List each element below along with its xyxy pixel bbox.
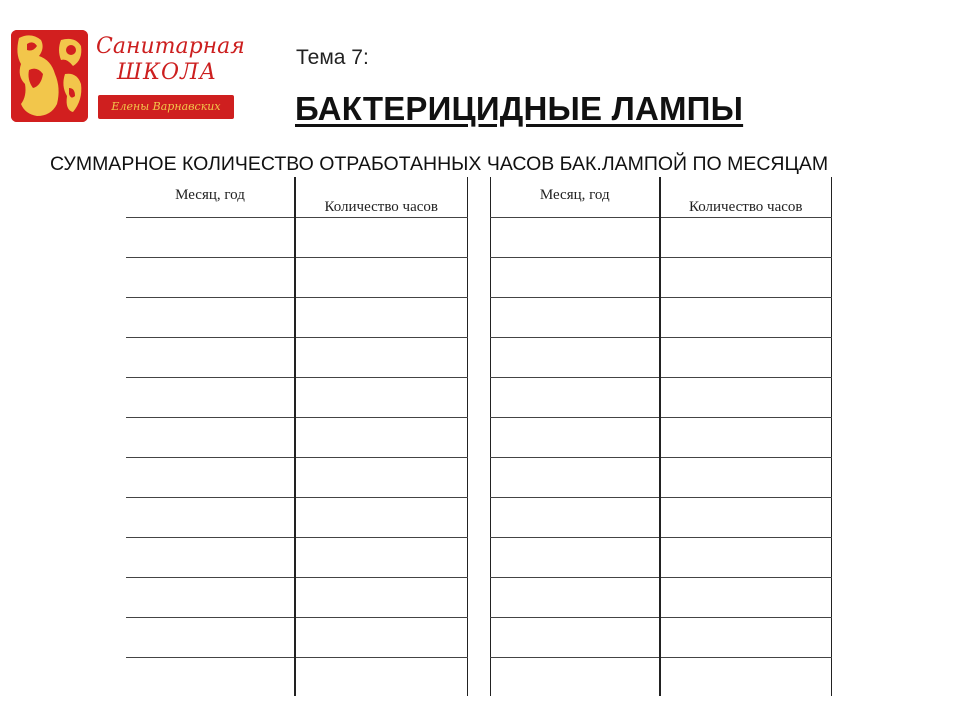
table-row xyxy=(491,458,832,498)
logo-title xyxy=(96,34,245,86)
table-row xyxy=(126,378,467,418)
hours-cell[interactable] xyxy=(660,658,832,697)
logo-emblem xyxy=(11,30,88,122)
column-header-month: Месяц, год xyxy=(126,177,295,218)
month-cell[interactable] xyxy=(491,458,660,498)
table-row xyxy=(126,658,467,697)
month-cell[interactable] xyxy=(126,658,295,697)
table-row xyxy=(126,338,467,378)
table-body xyxy=(491,218,832,697)
hours-cell[interactable] xyxy=(660,618,832,658)
hours-cell[interactable] xyxy=(295,298,467,338)
month-cell[interactable] xyxy=(491,258,660,298)
table-row xyxy=(491,418,832,458)
table-row xyxy=(126,218,467,258)
hours-cell[interactable] xyxy=(295,218,467,258)
page-subtitle: СУММАРНОЕ КОЛИЧЕСТВО ОТРАБОТАННЫХ ЧАСОВ БАК.ЛАМПОЙ ПО МЕСЯЦАМ xyxy=(50,153,829,175)
hours-log-table-right xyxy=(490,177,832,696)
table-header-row xyxy=(491,177,832,218)
hours-cell[interactable] xyxy=(660,218,832,258)
hours-cell[interactable] xyxy=(660,498,832,538)
table-row xyxy=(126,418,467,458)
hours-cell[interactable] xyxy=(295,258,467,298)
month-cell[interactable] xyxy=(126,298,295,338)
table-row xyxy=(491,258,832,298)
month-cell[interactable] xyxy=(126,338,295,378)
hours-cell[interactable] xyxy=(660,338,832,378)
month-cell[interactable] xyxy=(126,458,295,498)
month-cell[interactable] xyxy=(491,418,660,458)
table-row xyxy=(491,658,832,697)
topic-label: Тема 7: xyxy=(296,46,369,69)
table-row xyxy=(491,378,832,418)
hours-log-table-left xyxy=(126,177,468,696)
table-header-row xyxy=(126,177,467,218)
hours-cell[interactable] xyxy=(660,298,832,338)
month-cell[interactable] xyxy=(491,658,660,697)
hours-cell[interactable] xyxy=(295,338,467,378)
hours-cell[interactable] xyxy=(660,458,832,498)
month-cell[interactable] xyxy=(491,538,660,578)
hours-cell[interactable] xyxy=(295,378,467,418)
logo-title-line1: Санитарная xyxy=(96,34,245,59)
table-body xyxy=(126,218,467,697)
page-title: БАКТЕРИЦИДНЫЕ ЛАМПЫ xyxy=(295,90,744,127)
table-row xyxy=(491,618,832,658)
table-row xyxy=(491,218,832,258)
table-row xyxy=(491,298,832,338)
month-cell[interactable] xyxy=(126,498,295,538)
month-cell[interactable] xyxy=(491,578,660,618)
month-cell[interactable] xyxy=(491,298,660,338)
logo-title-line2: ШКОЛА xyxy=(116,60,218,85)
hours-cell[interactable] xyxy=(295,658,467,697)
column-header-hours: Количество часов xyxy=(660,177,832,218)
table-row xyxy=(126,618,467,658)
hours-cell[interactable] xyxy=(295,538,467,578)
hours-cell[interactable] xyxy=(295,498,467,538)
month-cell[interactable] xyxy=(126,218,295,258)
month-cell[interactable] xyxy=(491,618,660,658)
table-row xyxy=(491,498,832,538)
logo-tagline: Елены Варнавских xyxy=(98,95,234,119)
hours-cell[interactable] xyxy=(660,538,832,578)
month-cell[interactable] xyxy=(491,498,660,538)
month-cell[interactable] xyxy=(126,618,295,658)
hours-cell[interactable] xyxy=(660,258,832,298)
hours-cell[interactable] xyxy=(295,418,467,458)
table-row xyxy=(491,578,832,618)
hours-cell[interactable] xyxy=(295,578,467,618)
table-row xyxy=(126,258,467,298)
month-cell[interactable] xyxy=(126,578,295,618)
month-cell[interactable] xyxy=(126,258,295,298)
month-cell[interactable] xyxy=(126,418,295,458)
hours-cell[interactable] xyxy=(295,458,467,498)
column-header-hours: Количество часов xyxy=(295,177,467,218)
month-cell[interactable] xyxy=(126,378,295,418)
table-row xyxy=(126,298,467,338)
table-row xyxy=(126,538,467,578)
table-row xyxy=(126,578,467,618)
woman-figure-icon xyxy=(11,30,88,122)
month-cell[interactable] xyxy=(491,338,660,378)
hours-cell[interactable] xyxy=(660,378,832,418)
table-row xyxy=(491,538,832,578)
month-cell[interactable] xyxy=(491,218,660,258)
table-row xyxy=(126,498,467,538)
table-row xyxy=(126,458,467,498)
month-cell[interactable] xyxy=(126,538,295,578)
hours-cell[interactable] xyxy=(295,618,467,658)
table-row xyxy=(491,338,832,378)
month-cell[interactable] xyxy=(491,378,660,418)
hours-cell[interactable] xyxy=(660,418,832,458)
hours-cell[interactable] xyxy=(660,578,832,618)
column-header-month: Месяц, год xyxy=(491,177,660,218)
